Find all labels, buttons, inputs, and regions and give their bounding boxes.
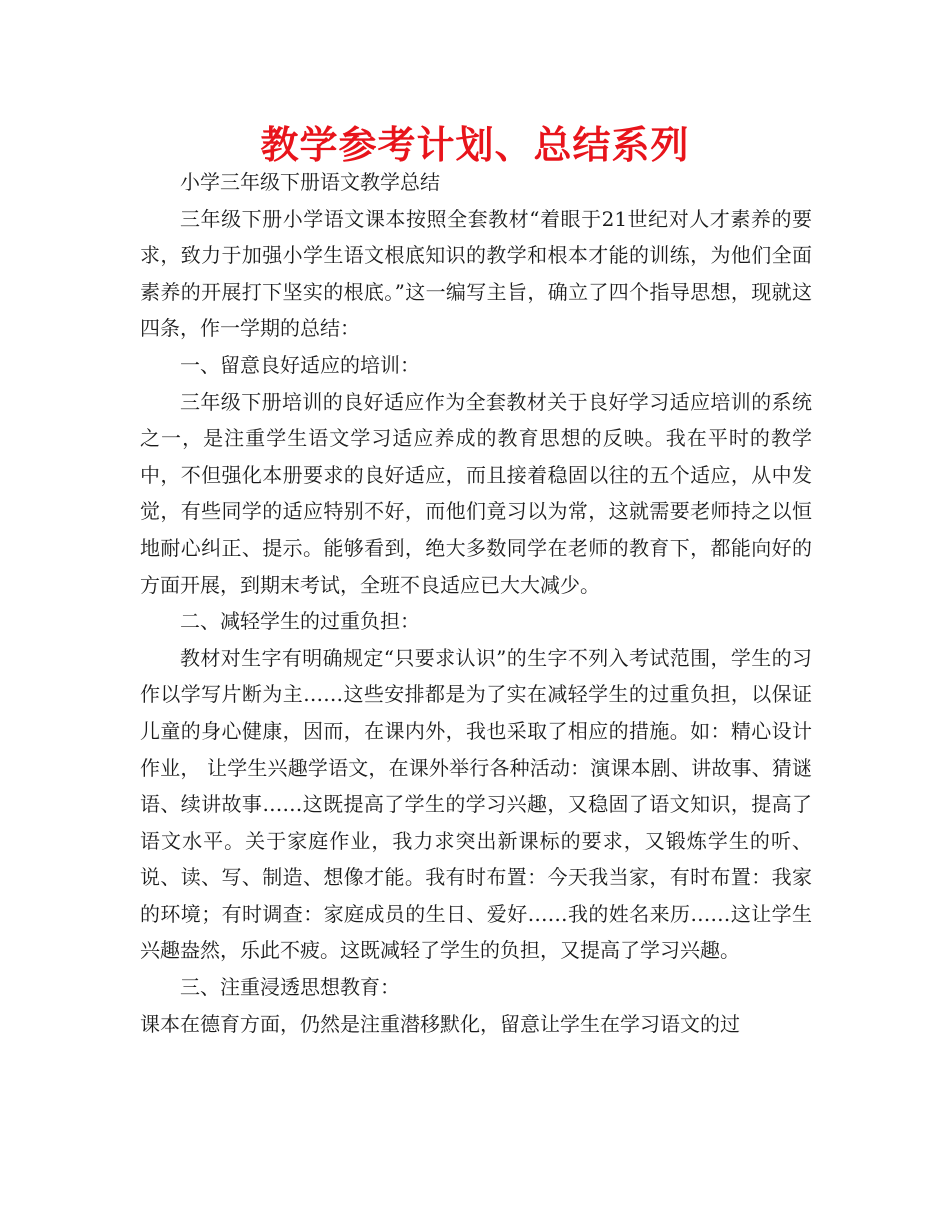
series-title: 教学参考计划、总结系列 (260, 123, 690, 167)
section-heading-3: 三、注重浸透思想教育： (180, 975, 400, 1000)
paragraph-section-3: 课本在德育方面，仍然是注重潜移默化，留意让学生在学习语文的过 (140, 1011, 740, 1036)
section-heading-1: 一、留意良好适应的培训： (180, 352, 420, 377)
paragraph-section-1: 三年级下册培训的良好适应作为全套教材关于良好学习适应培训的系统之一，是注重学生语文学习适应养成的教育思想的反映。我在平时的教学中，不但强化本册要求的良好适应，而且接着稳固以往的五个适应，从中发觉，有些同学的适应特别不好，而他们竟习以为常，这就需要老师持之以恒地耐心纠正、提示。能够看到，绝大多数同学在老师的教育下，都能向好的方面开展，到期末考试，全班不良适应已大大减少。 (140, 389, 812, 597)
paragraph-section-2: 教材对生字有明确规定“只要求认识”的生字不列入考试范围，学生的习作以学写片断为主……这些安排都是为了实在减轻学生的过重负担，以保证儿童的身心健康，因而，在课内外，我也采取了相应的措施。如：精心设计作业， 让学生兴趣学语文，在课外举行各种活动：演课本剧、讲故事、猜谜语、续讲故事……这既提高了学生的学习兴趣，又稳固了语文知识，提高了语文水平。关于家庭作业，我力求突出新课标的要求，又锻炼学生的听、说、读、写、制造、想像才能。我有时布置：今天我当家，有时布置：我家的环境；有时调查：家庭成员的生日、爱好……我的姓名来历……这让学生兴趣盎然，乐此不疲。这既减轻了学生的负担，又提高了学习兴趣。 (140, 645, 812, 963)
paragraph-intro: 三年级下册小学语文课本按照全套教材“着眼于21世纪对人才素养的要求，致力于加强小学生语文根底知识的教学和根本才能的训练，为他们全面素养的开展打下坚实的根底。”这一编写主旨，确立了四个指导思想，现就这四条，作一学期的总结： (140, 206, 812, 341)
document-subtitle: 小学三年级下册语文教学总结 (180, 170, 440, 194)
document-body (140, 164, 812, 1042)
section-heading-2: 二、减轻学生的过重负担： (180, 609, 420, 634)
